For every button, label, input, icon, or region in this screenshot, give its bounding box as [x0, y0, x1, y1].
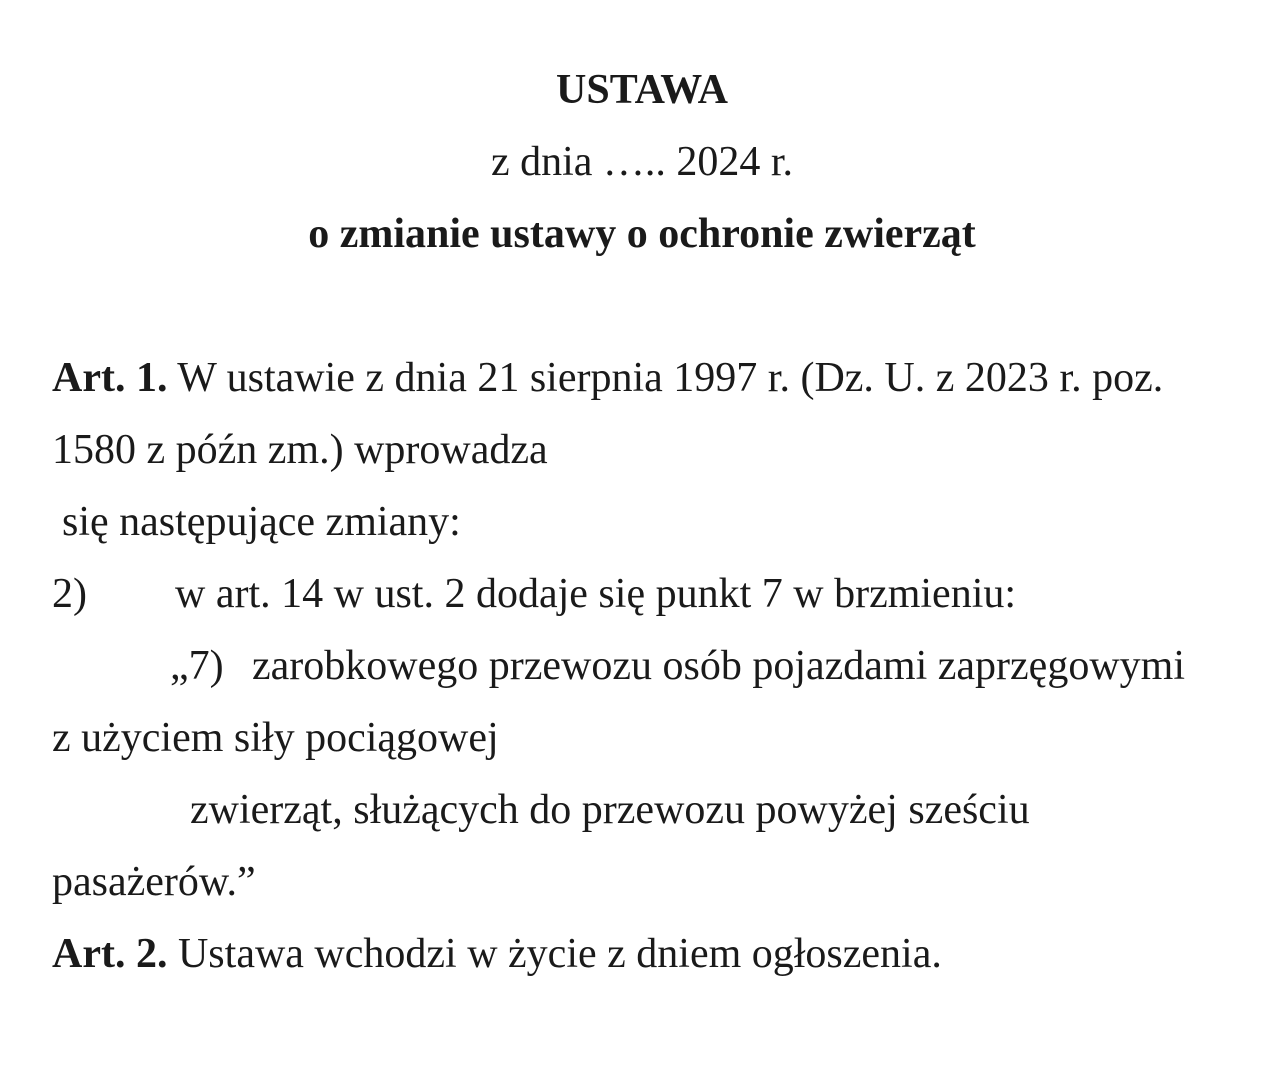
- point7-line2-text: z użyciem siły pociągowej: [52, 715, 499, 761]
- art1-line3: [52, 486, 1232, 558]
- art1-line3-text: się następujące zmiany:: [62, 499, 461, 545]
- art2-line: [52, 918, 1232, 990]
- point7-line3-text: zwierząt, służących do przewozu powyżej sześciu: [190, 787, 1030, 833]
- point2-marker: 2): [52, 571, 87, 617]
- point7-line1-text: zarobkowego przewozu osób pojazdami zaprzęgowymi: [252, 643, 1185, 689]
- document-subject-line: [52, 198, 1232, 270]
- point7-line4-text: pasażerów.”: [52, 859, 256, 905]
- art1-line1: [52, 342, 1232, 414]
- document-subject: o zmianie ustawy o ochronie zwierząt: [308, 211, 976, 257]
- point2-text: w art. 14 w ust. 2 dodaje się punkt 7 w brzmieniu:: [175, 571, 1017, 617]
- point7-line4: [52, 846, 1232, 918]
- art1-line1-text: W ustawie z dnia 21 sierpnia 1997 r. (Dz. U. z 2023 r. poz.: [167, 355, 1164, 401]
- point2-line: [52, 558, 1232, 630]
- point7-marker: „7): [170, 643, 224, 689]
- art1-line2-text: 1580 z późn zm.) wprowadza: [52, 427, 548, 473]
- point7-line2: [52, 702, 1232, 774]
- document-title: USTAWA: [556, 67, 728, 113]
- art2-label: Art. 2.: [52, 931, 168, 977]
- point7-line3: [52, 774, 1232, 846]
- blank-line: [52, 270, 1232, 342]
- art1-line2: [52, 414, 1232, 486]
- document-date: z dnia ….. 2024 r.: [490, 139, 794, 185]
- document-title-line: [52, 54, 1232, 126]
- point7-line1: [52, 630, 1232, 702]
- art1-label: Art. 1.: [52, 355, 168, 401]
- art2-text: Ustawa wchodzi w życie z dniem ogłoszenia.: [167, 931, 942, 977]
- document-date-line: [52, 126, 1232, 198]
